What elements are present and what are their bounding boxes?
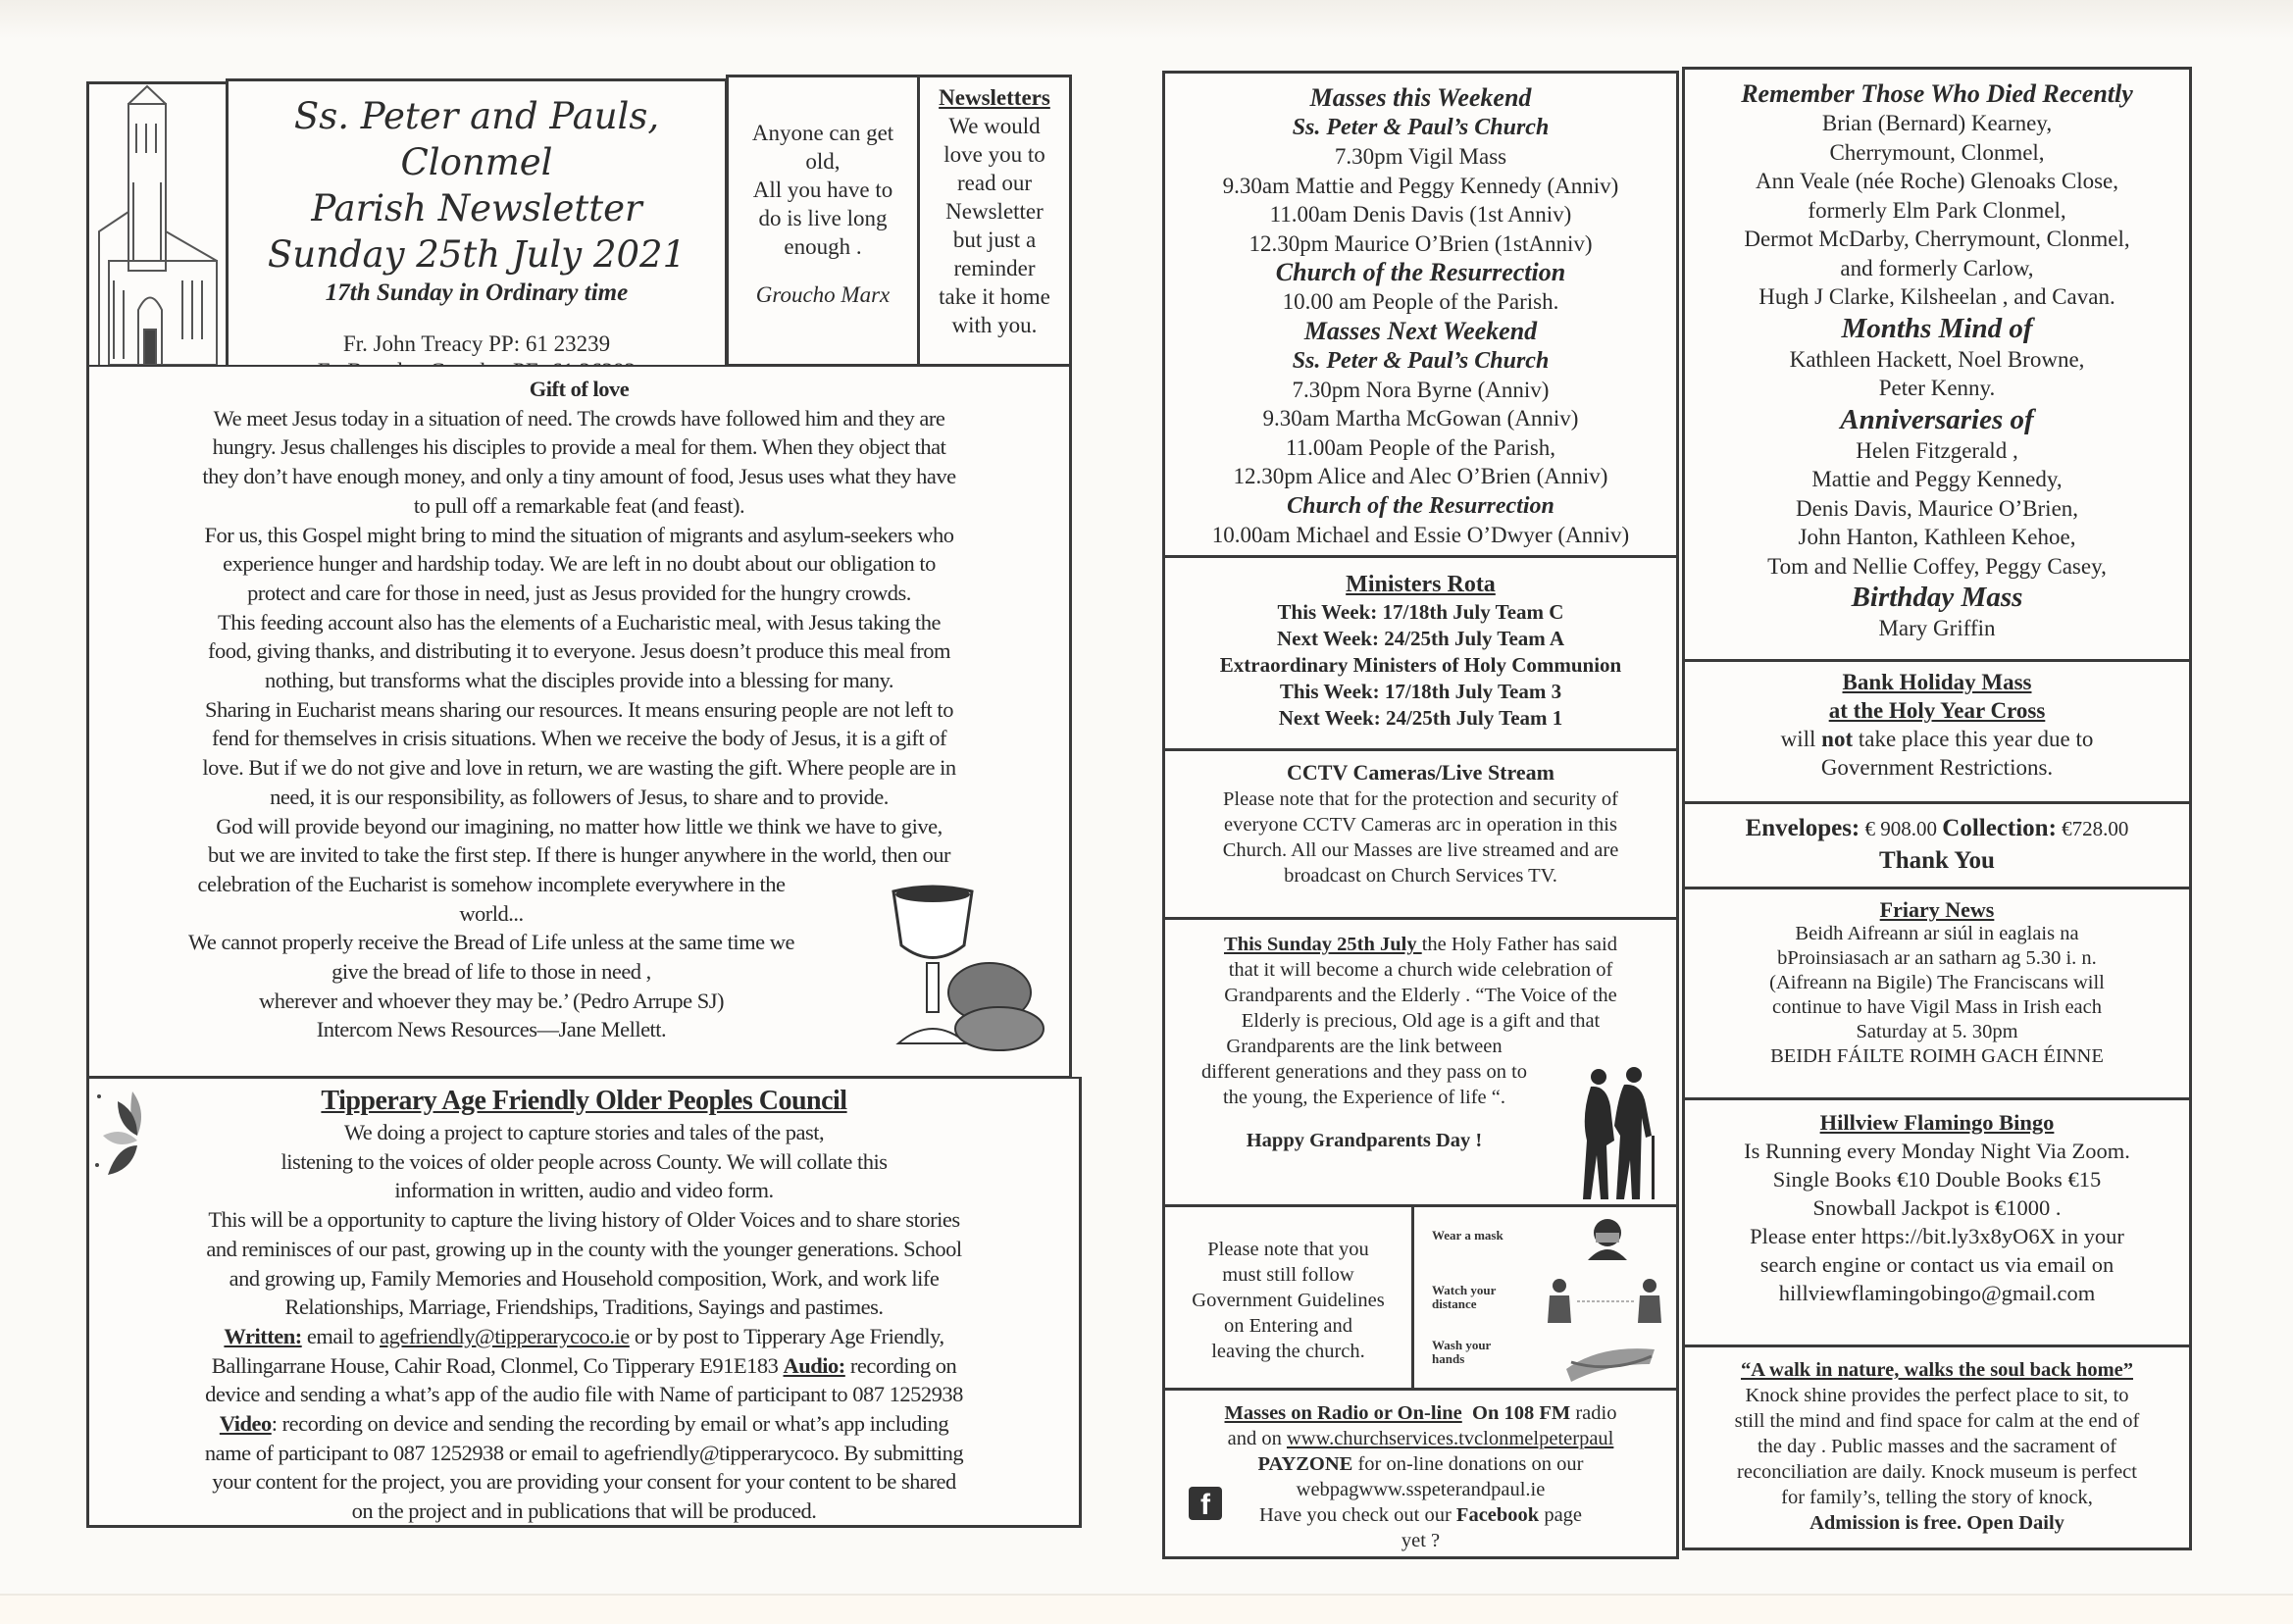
anniversary-line: Mattie and Peggy Kennedy,: [1811, 467, 2063, 491]
collection-panel: [1682, 801, 2192, 889]
article-title: Gift of love: [529, 377, 630, 401]
walk-line: reconciliation are daily. Knock museum is perfect: [1737, 1461, 2137, 1483]
church-name: Ss. Peter & Paul’s Church: [1292, 115, 1550, 140]
birthday-mass-name: Mary Griffin: [1878, 616, 1996, 640]
rota-line: Extraordinary Ministers of Holy Communion: [1219, 653, 1622, 677]
grandparents-day-panel: [1162, 917, 1679, 1207]
newsletters-line: reminder: [953, 256, 1036, 280]
age-body-line: This will be a opportunity to capture the living history of Older Voices and to share stories: [208, 1207, 960, 1233]
article-line: experience hunger and hardship today. We are left in no doubt about our obligation to: [223, 551, 936, 577]
article-line: God will provide beyond our imagining, no matter how little we think we have to give,: [216, 813, 943, 838]
wash-hands-label: Wash your hands: [1432, 1338, 1492, 1366]
bank-holiday-not: not: [1821, 727, 1854, 751]
grandparents-line: Elderly is precious, Old age is a gift and that: [1241, 1010, 1601, 1032]
quote-line: old,: [805, 149, 841, 174]
deceased-line: Brian (Bernard) Kearney,: [1821, 111, 2053, 135]
walk-line: for family’s, telling the story of knock,: [1781, 1487, 2093, 1508]
payzone-label: PAYZONE: [1257, 1453, 1353, 1475]
article-line: For us, this Gospel might bring to mind the situation of migrants and asylum-seekers who: [204, 522, 954, 547]
newsletters-line: read our: [957, 171, 1032, 195]
age-body-line: and growing up, Family Memories and Household composition, Work, and work life: [229, 1265, 940, 1291]
quote-line: do is live long: [758, 206, 888, 230]
masses-this-weekend-title: Masses this Weekend: [1309, 83, 1532, 112]
rota-line: This Week: 17/18th July Team C: [1277, 600, 1564, 624]
age-closing-line: your content for the project, you are providing your consent for your content to be shared: [212, 1469, 956, 1495]
article-body: [89, 404, 1069, 870]
age-friendly-article: [86, 1077, 1082, 1528]
friary-line: Saturday at 5. 30pm: [1856, 1021, 2018, 1042]
grandparents-line: Grandparents and the Elderly . “The Voice of the: [1224, 985, 1617, 1006]
rota-line: Next Week: 24/25th July Team 1: [1278, 706, 1563, 730]
age-friendly-logo-icon: [93, 1087, 162, 1180]
guidelines-line: Government Guidelines: [1192, 1290, 1385, 1311]
church-name: Church of the Resurrection: [1287, 492, 1554, 519]
radio-text: radio: [1570, 1402, 1617, 1424]
age-intro-line: information in written, audio and video form.: [394, 1178, 774, 1203]
collection-value: €728.00: [2056, 817, 2129, 840]
article-line: We meet Jesus today in a situation of need. The crowds have followed him and they are: [213, 405, 945, 431]
church-name: Ss. Peter & Paul’s Church: [1292, 347, 1550, 374]
newsletter-date: Sunday 25th July 2021: [267, 233, 687, 276]
agefriendly-email-link[interactable]: agefriendly@tipperarycoco.ie: [380, 1323, 630, 1348]
walk-line: Knock shine provides the perfect place to sit, to: [1745, 1385, 2129, 1406]
remember-title: Remember Those Who Died Recently: [1741, 79, 2133, 108]
newsletters-line: but just a: [952, 228, 1037, 252]
radio-frequency: On 108 FM: [1472, 1402, 1571, 1424]
walk-line: still the mind and find space for calm at the end of: [1734, 1410, 2140, 1432]
newsletters-line: Newsletter: [945, 199, 1044, 224]
bingo-title: Hillview Flamingo Bingo: [1819, 1110, 2055, 1135]
wear-mask-label: Wear a mask: [1432, 1228, 1503, 1243]
church-tower-icon: [89, 84, 226, 365]
article-line: Sharing in Eucharist means sharing our resources. It means ensuring people are not left to: [205, 696, 953, 722]
bingo-line: Please enter https://bit.ly3x8yO6X in your: [1750, 1224, 2124, 1248]
anniversary-line: Tom and Nellie Coffey, Peggy Casey,: [1767, 553, 2107, 579]
anniversaries-title: Anniversaries of: [1840, 403, 2034, 435]
rota-line: This Week: 17/18th July Team 3: [1279, 680, 1562, 703]
grandparents-line: that it will become a church wide celebration of: [1228, 959, 1613, 981]
parish-website-link[interactable]: webpagwww.sspeterandpaul.ie: [1296, 1479, 1546, 1500]
article-line: This feeding account also has the elements of a Eucharistic meal, with Jesus taking the: [218, 609, 941, 634]
friary-line: continue to have Vigil Mass in Irish each: [1772, 996, 2102, 1018]
quote-line: Anyone can get: [751, 121, 894, 145]
article-quote-line: world...: [459, 900, 524, 926]
bank-holiday-reason: Government Restrictions.: [1820, 755, 2054, 780]
bingo-line: Single Books €10 Double Books €15: [1772, 1167, 2102, 1192]
newsletters-title: Newsletters: [939, 85, 1050, 110]
deceased-line: Cherrymount, Clonmel,: [1829, 139, 2045, 165]
mass-time: 9.30am Mattie and Peggy Kennedy (Anniv): [1222, 173, 1619, 198]
bingo-panel: [1682, 1097, 2192, 1347]
bank-holiday-title: Bank Holiday Mass: [1842, 670, 2032, 694]
grandparents-line: Grandparents are the link between: [1226, 1036, 1503, 1057]
liturgical-day: 17th Sunday in Ordinary time: [325, 279, 629, 306]
written-text-rest: or by post to Tipperary Age Friendly,: [629, 1323, 944, 1348]
masses-next-weekend-title: Masses Next Weekend: [1303, 316, 1538, 345]
audio-text: recording on: [844, 1352, 957, 1378]
article-quote-line: wherever and whoever they may be.’ (Pedro Arrupe SJ): [258, 988, 725, 1013]
friary-line: BEIDH FÁILTE ROIMH GACH ÉINNE: [1770, 1045, 2104, 1067]
postal-address: Ballingarrane House, Cahir Road, Clonmel, Co Tipperary E91E183: [211, 1352, 784, 1378]
bingo-line: Is Running every Monday Night Via Zoom.: [1744, 1139, 2130, 1163]
audio-label: Audio:: [783, 1352, 845, 1378]
payzone-text: for on-line donations on our: [1352, 1453, 1584, 1475]
cctv-line: everyone CCTV Cameras arc in operation in this: [1224, 814, 1617, 836]
guidelines-line: leaving the church.: [1211, 1341, 1365, 1362]
deceased-line: formerly Elm Park Clonmel,: [1808, 197, 2066, 223]
radio-line2-text: and on: [1227, 1428, 1287, 1449]
mass-time: 12.30pm Alice and Alec O’Brien (Anniv): [1233, 464, 1608, 488]
article-quote-line: give the bread of life to those in need ,: [331, 959, 651, 985]
video-label: Video: [219, 1411, 272, 1437]
mask-icon: [1583, 1217, 1632, 1260]
birthday-mass-title: Birthday Mass: [1851, 582, 2023, 613]
contact-parish-priest: Fr. John Treacy PP: 61 23239: [342, 331, 611, 356]
article-line: they don’t have enough money, and only a tiny amount of food, Jesus uses what they have: [202, 464, 956, 489]
grandparents-line: the young, the Experience of life “.: [1222, 1087, 1506, 1108]
watch-distance-label: Watch your distance: [1432, 1283, 1497, 1311]
bingo-email[interactable]: hillviewflamingobingo@gmail.com: [1778, 1281, 2096, 1305]
mass-time: 11.00am Denis Davis (1st Anniv): [1269, 202, 1572, 227]
handwash-icon: [1561, 1335, 1659, 1384]
article-line: need, it is our responsibility, as followers of Jesus, to share and to provide.: [270, 784, 889, 809]
article-line: love. But if we do not give and love in return, we are wasting the gift. Where people are in: [202, 755, 956, 781]
collection-label: Collection:: [1942, 815, 2057, 841]
distance-icon: [1542, 1278, 1669, 1323]
guidelines-line: on Entering and: [1224, 1315, 1352, 1337]
written-label: Written:: [224, 1323, 302, 1348]
envelopes-label: Envelopes:: [1745, 815, 1860, 841]
mass-time: 10.00am Michael and Essie O’Dwyer (Anniv): [1211, 522, 1630, 547]
age-closing-line: name of participant to 087 1252938 or email to agefriendly@tipperarycoco. By submitting: [204, 1440, 964, 1465]
cctv-line: Please note that for the protection and security of: [1222, 788, 1619, 810]
bank-holiday-mass-panel: [1682, 659, 2192, 804]
facebook-prompt-end: yet ?: [1401, 1530, 1441, 1551]
mass-time: 7.30pm Vigil Mass: [1334, 144, 1507, 169]
scan-bottom-edge: [0, 1594, 2293, 1624]
age-closing-line: on the project and in publications that will be produced.: [351, 1498, 817, 1524]
newsletters-line: take it home: [939, 284, 1050, 309]
thank-you: Thank You: [1879, 847, 1995, 874]
article-quote: [89, 870, 893, 1044]
article-line: nothing, but transforms what the disciples provide into a blessing for many.: [264, 668, 894, 693]
article-quote-line: We cannot properly receive the Bread of Life unless at the same time we: [187, 930, 795, 955]
friary-line: (Aifreann na Bigile) The Franciscans will: [1769, 972, 2105, 993]
grandparents-line: different generations and they pass on to: [1200, 1061, 1528, 1083]
parish-name: Ss. Peter and Pauls, Clonmel: [293, 95, 660, 183]
cctv-panel: [1162, 748, 1679, 920]
bingo-line: Snowball Jackpot is €1000 .: [1812, 1195, 2062, 1220]
bingo-line: search engine or contact us via email on: [1759, 1252, 2115, 1277]
newsletter-masthead: [226, 78, 728, 368]
friary-line: Beidh Aifreann ar siúl in eaglais na: [1795, 923, 2079, 944]
church-illustration-panel: [86, 81, 229, 368]
radio-online-panel: [1162, 1388, 1679, 1559]
walk-title: “A walk in nature, walks the soul back home”: [1740, 1359, 2133, 1381]
walk-closing: Admission is free. Open Daily: [1809, 1512, 2064, 1534]
grandparents-lead: This Sunday 25th July: [1224, 934, 1422, 955]
quote-panel: [726, 75, 920, 367]
grandparents-closing: Happy Grandparents Day !: [1246, 1130, 1483, 1151]
churchservices-link[interactable]: www.churchservices.tvclonmelpeterpaul: [1286, 1428, 1614, 1449]
friary-line: bProinsiasach ar an satharn ag 5.30 i. n.: [1777, 947, 2097, 969]
cctv-line: broadcast on Church Services TV.: [1284, 865, 1557, 887]
elderly-couple-icon: [1577, 1067, 1665, 1204]
bank-holiday-text-rest: take place this year due to: [1853, 727, 2094, 751]
written-text: email to: [301, 1323, 381, 1348]
friary-title: Friary News: [1879, 897, 1995, 922]
government-guidelines-panel: [1162, 1204, 1414, 1391]
deceased-line: Ann Veale (née Roche) Glenoaks Close,: [1755, 169, 2119, 193]
mass-time: 9.30am Martha McGowan (Anniv): [1262, 406, 1579, 431]
bank-holiday-text: will: [1780, 727, 1822, 751]
audio-instructions: device and sending a what’s app of the audio file with Name of participant to 087 1252938: [205, 1382, 963, 1407]
scan-top-edge: [0, 0, 2293, 39]
chalice-and-bread-icon: [874, 877, 1045, 1053]
quote-line: All you have to: [752, 178, 893, 202]
anniversary-line: John Hanton, Kathleen Kehoe,: [1798, 525, 2076, 549]
facebook-prompt-rest: page: [1539, 1504, 1583, 1526]
age-intro-line: We doing a project to capture stories and tales of the past,: [343, 1120, 825, 1144]
newsletters-line: We would: [948, 114, 1041, 138]
mass-time: 11.00am People of the Parish,: [1285, 434, 1556, 460]
guidelines-line: Please note that you: [1207, 1239, 1369, 1260]
mass-time: 7.30pm Nora Byrne (Anniv): [1292, 377, 1550, 402]
age-body-line: Relationships, Marriage, Friendships, Traditions, Sayings and pastimes.: [284, 1294, 884, 1320]
rota-title: Ministers Rota: [1346, 572, 1496, 597]
mass-time: 12.30pm Maurice O’Brien (1stAnniv): [1248, 230, 1593, 256]
age-friendly-title: Tipperary Age Friendly Older Peoples Council: [321, 1086, 847, 1116]
walk-line: the day . Public masses and the sacrament of: [1757, 1436, 2117, 1457]
newsletters-line: with you.: [951, 313, 1038, 337]
months-mind-line: Peter Kenny.: [1878, 376, 1996, 400]
article-quote-line: Intercom News Resources—Jane Mellett.: [316, 1017, 667, 1042]
facebook-label: Facebook: [1455, 1504, 1540, 1526]
bank-holiday-subtitle: at the Holy Year Cross: [1828, 698, 2046, 723]
mass-time: 10.00 am People of the Parish.: [1282, 289, 1559, 314]
newsletter-title: Parish Newsletter: [311, 187, 642, 229]
video-text: : recording on device and sending the recording by email or what’s app including: [271, 1411, 949, 1437]
covid-guidance-icons: [1411, 1204, 1679, 1391]
envelopes-value: € 908.00: [1860, 817, 1943, 840]
article-line: hungry. Jesus challenges his disciples to provide a meal for them. When they object that: [212, 434, 946, 460]
newsletters-line: love you to: [943, 142, 1045, 167]
article-line: fend for themselves in crisis situations. When we receive the body of Jesus, it is a gift of: [211, 726, 947, 751]
deceased-line: and formerly Carlow,: [1840, 255, 2034, 280]
months-mind-title: Months Mind of: [1841, 312, 2033, 344]
cctv-title: CCTV Cameras/Live Stream: [1287, 760, 1554, 785]
deceased-line: Dermot McDarby, Cherrymount, Clonmel,: [1744, 227, 2130, 251]
cctv-line: Church. All our Masses are live streamed and are: [1222, 839, 1619, 861]
remember-deceased-panel: [1682, 67, 2192, 662]
article-line: but we are invited to take the first step. If there is hunger anywhere in the world, then our: [208, 842, 950, 868]
quote-line: enough .: [784, 234, 862, 259]
guidelines-line: must still follow: [1222, 1264, 1354, 1286]
article-line: food, giving thanks, and distributing it to everyone. Jesus doesn’t produce this meal from: [208, 638, 950, 664]
ministers-rota-panel: [1162, 555, 1679, 751]
facebook-prompt: Have you check out our: [1258, 1504, 1456, 1526]
masses-panel: [1162, 71, 1679, 558]
deceased-line: Hugh J Clarke, Kilsheelan , and Cavan.: [1758, 284, 2115, 309]
gift-of-love-article: [86, 365, 1072, 1079]
church-name: Church of the Resurrection: [1275, 258, 1566, 286]
knock-shrine-panel: [1682, 1345, 2192, 1550]
friary-news-panel: [1682, 887, 2192, 1100]
radio-title: Masses on Radio or On-line: [1224, 1402, 1462, 1424]
quote-author: Groucho Marx: [755, 282, 891, 307]
facebook-icon[interactable]: f: [1189, 1487, 1222, 1520]
months-mind-line: Kathleen Hackett, Noel Browne,: [1789, 346, 2085, 372]
grandparents-lead-rest: the Holy Father has said: [1421, 934, 1617, 955]
article-line: to pull off a remarkable feat (and feast).: [413, 492, 745, 518]
anniversary-line: Helen Fitzgerald ,: [1856, 437, 2018, 463]
age-body-line: and reminisces of our past, growing up in the county with the younger generations. School: [206, 1236, 962, 1261]
rota-line: Next Week: 24/25th July Team A: [1276, 627, 1565, 650]
article-quote-line: celebration of the Eucharist is somehow incomplete everywhere in the: [197, 871, 786, 896]
newsletters-panel: [917, 75, 1072, 367]
age-intro-line: listening to the voices of older people across County. We will collate this: [280, 1148, 888, 1174]
anniversary-line: Denis Davis, Maurice O’Brien,: [1795, 495, 2079, 521]
article-line: protect and care for those in need, just as Jesus provided for the hungry crowds.: [247, 580, 911, 605]
